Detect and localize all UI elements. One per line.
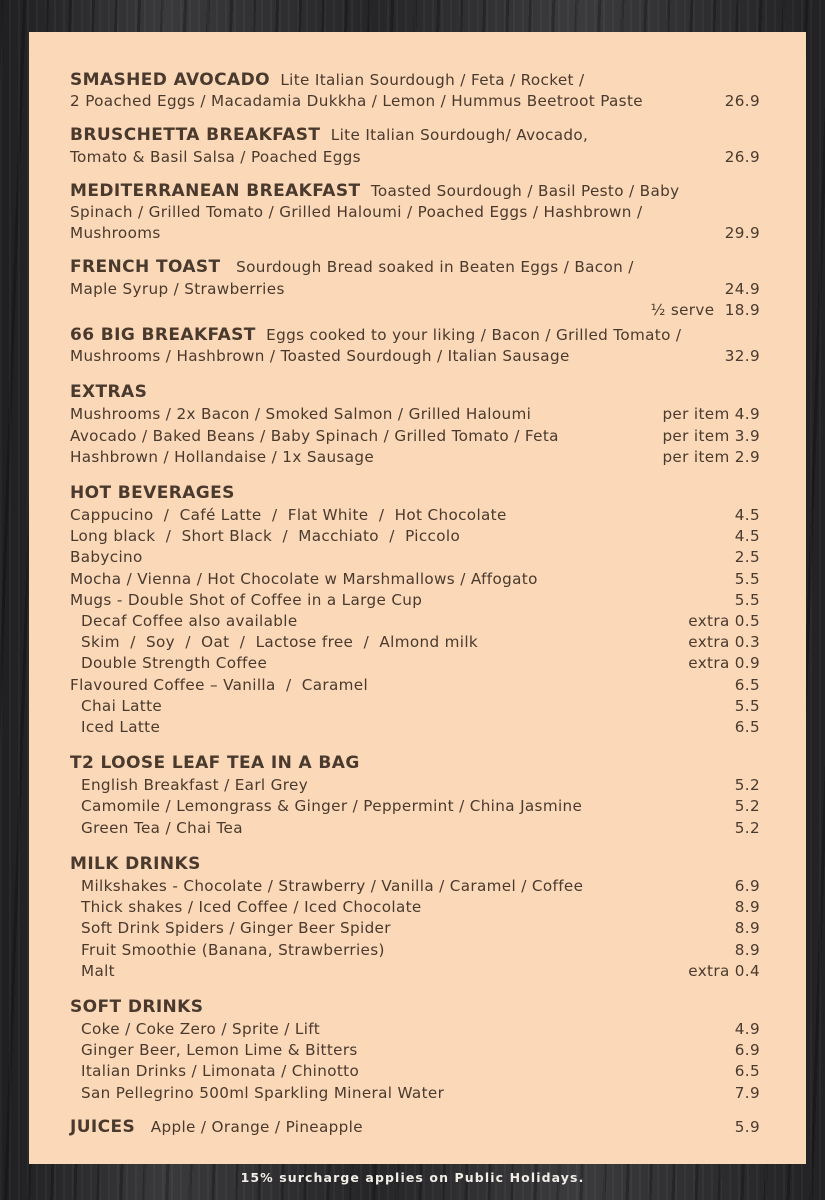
extras-price: per item 4.9 [662,405,760,424]
tea-item: English Breakfast / Earl Grey [81,776,309,795]
beverage-price: extra 0.9 [688,654,760,673]
menu-content [70,70,760,1151]
section-heading: MILK DRINKS [70,853,201,874]
milk-drink-item: Milkshakes - Chocolate / Strawberry / Vanilla / Caramel / Coffee [81,876,584,895]
beverage-price: 5.5 [734,696,760,715]
beverage-price: 2.5 [734,548,760,567]
item-desc: Sourdough Bread soaked in Beaten Eggs / Bacon / [236,258,634,277]
soft-drink-price: 6.5 [734,1062,760,1081]
section-tea [70,751,760,839]
beverage-item: Decaf Coffee also available [81,612,298,631]
item-title: 66 BIG BREAKFAST [70,325,256,346]
soft-drink-item: Italian Drinks / Limonata / Chinotto [81,1062,360,1081]
menu-item-french-toast [70,257,760,321]
juice-price: 5.9 [734,1117,760,1136]
soft-drink-price: 6.9 [734,1041,760,1060]
milk-drink-item: Malt [81,961,115,980]
soft-drink-price: 4.9 [734,1019,760,1038]
menu-item-mediterranean-breakfast [70,181,760,245]
tea-price: 5.2 [734,818,760,837]
menu-card [29,32,806,1164]
beverage-item: Flavoured Coffee – Vanilla / Caramel [70,675,369,694]
beverage-price: 6.5 [734,718,760,737]
extras-item: Mushrooms / 2x Bacon / Smoked Salmon / Grilled Haloumi [70,405,532,424]
soft-drink-item: Ginger Beer, Lemon Lime & Bitters [81,1041,358,1060]
beverage-price: extra 0.3 [688,633,760,652]
beverage-price: 6.5 [734,675,760,694]
tea-item: Camomile / Lemongrass & Ginger / Peppermint / China Jasmine [81,797,583,816]
item-desc: Lite Italian Sourdough/ Avocado, [330,126,589,145]
milk-drink-price: 6.9 [734,876,760,895]
item-desc: Lite Italian Sourdough / Feta / Rocket / [280,71,585,89]
surcharge-notice: 15% surcharge applies on Public Holidays. [240,1170,585,1185]
item-desc: Toasted Sourdough / Basil Pesto / Baby [370,181,680,200]
half-serve-price: ½ serve 18.9 [650,300,760,319]
item-desc: Maple Syrup / Strawberries [70,279,285,298]
milk-drink-item: Soft Drink Spiders / Ginger Beer Spider [81,919,391,938]
item-title: SMASHED AVOCADO [70,70,270,90]
item-desc: Eggs cooked to your liking / Bacon / Grilled Tomato / [266,326,682,345]
beverage-price: extra 0.5 [688,612,760,631]
item-price: 32.9 [724,347,760,366]
section-hot-beverages [70,481,760,738]
soft-drink-item: Coke / Coke Zero / Sprite / Lift [81,1019,321,1038]
item-price: 26.9 [724,92,760,111]
section-soft-drinks [70,995,760,1104]
item-desc: Tomato & Basil Salsa / Poached Eggs [70,147,361,166]
section-milk-drinks [70,852,760,982]
item-title: BRUSCHETTA BREAKFAST [70,125,321,146]
extras-item: Avocado / Baked Beans / Baby Spinach / Grilled Tomato / Feta [70,426,559,445]
tea-price: 5.2 [734,797,760,816]
item-desc: Mushrooms [70,224,161,243]
milk-drink-price: 8.9 [734,940,760,959]
section-heading: JUICES [70,1116,136,1137]
beverage-item: Mugs - Double Shot of Coffee in a Large Cup [70,590,423,609]
beverage-item: Mocha / Vienna / Hot Chocolate w Marshmallows / Affogato [70,569,538,588]
beverage-item: Babycino [70,548,143,567]
menu-item-bruschetta-breakfast [70,125,760,167]
item-title: FRENCH TOAST [70,257,221,278]
juice-desc: Apple / Orange / Pineapple [150,1117,363,1136]
beverage-item: Skim / Soy / Oat / Lactose free / Almond milk [81,633,479,652]
section-juices [70,1117,760,1138]
milk-drink-price: 8.9 [734,898,760,917]
beverage-item: Long black / Short Black / Macchiato / Piccolo [70,527,461,546]
item-price: 26.9 [724,147,760,166]
beverage-price: 4.5 [734,506,760,525]
soft-drink-price: 7.9 [734,1083,760,1102]
beverage-item: Chai Latte [81,696,163,715]
section-heading: EXTRAS [70,382,148,403]
menu-item-smashed-avocado [70,70,760,112]
beverage-item: Cappucino / Café Latte / Flat White / Hot Chocolate [70,506,507,525]
item-price: 24.9 [724,279,760,298]
milk-drink-item: Fruit Smoothie (Banana, Strawberries) [81,940,385,959]
item-desc: Spinach / Grilled Tomato / Grilled Haloumi / Poached Eggs / Hashbrown / [70,203,643,222]
extras-price: per item 3.9 [662,426,760,445]
milk-drink-price: extra 0.4 [688,961,760,980]
extras-price: per item 2.9 [662,447,760,466]
milk-drink-price: 8.9 [734,919,760,938]
section-extras [70,380,760,468]
beverage-price: 4.5 [734,527,760,546]
item-title: MEDITERRANEAN BREAKFAST [70,180,361,201]
beverage-price: 5.5 [734,569,760,588]
beverage-item: Double Strength Coffee [81,654,268,673]
beverage-item: Iced Latte [81,718,161,737]
extras-item: Hashbrown / Hollandaise / 1x Sausage [70,447,375,466]
section-heading: T2 LOOSE LEAF TEA IN A BAG [70,753,360,774]
soft-drink-item: San Pellegrino 500ml Sparkling Mineral Water [81,1083,445,1102]
section-heading: HOT BEVERAGES [70,483,235,504]
beverage-price: 5.5 [734,590,760,609]
item-desc: 2 Poached Eggs / Macadamia Dukkha / Lemon / Hummus Beetroot Paste [70,92,643,111]
tea-item: Green Tea / Chai Tea [81,818,243,837]
menu-item-big-breakfast [70,325,760,367]
milk-drink-item: Thick shakes / Iced Coffee / Iced Chocolate [81,898,422,917]
tea-price: 5.2 [734,776,760,795]
section-heading: SOFT DRINKS [70,996,204,1017]
item-price: 29.9 [724,224,760,243]
item-desc: Mushrooms / Hashbrown / Toasted Sourdough / Italian Sausage [70,347,570,366]
